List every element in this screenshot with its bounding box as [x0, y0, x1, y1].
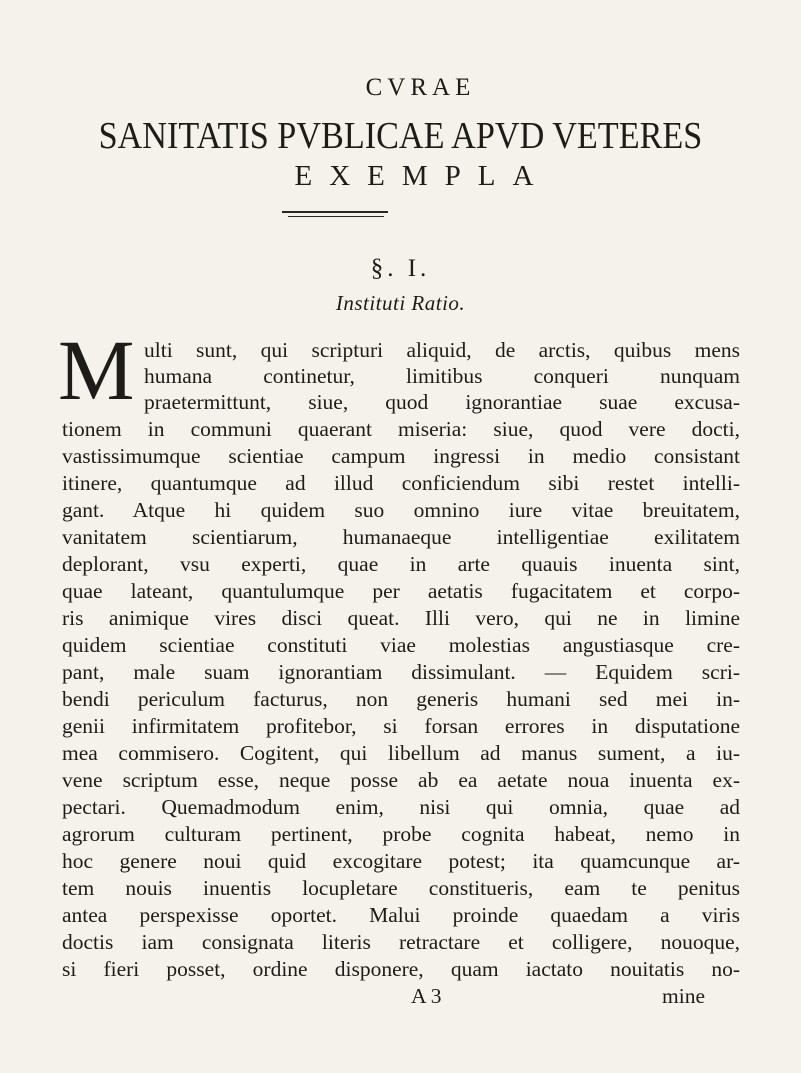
top-title: CVRAE	[365, 74, 476, 101]
drop-cap: M	[58, 322, 135, 418]
main-title: SANITATIS PVBLICAE APVD VETERES	[98, 115, 703, 157]
signature-mark: A 3	[411, 984, 442, 1008]
text-line: vene scriptum esse, neque posse ab ea aetate noua inuenta ex-	[62, 768, 740, 792]
text-line: hoc genere noui quid excogitare potest; ita quamcunque ar-	[62, 849, 740, 873]
text-line: quidem scientiae constituti viae molestias angustiasque cre-	[62, 633, 740, 657]
text-line: tem nouis inuentis locupletare constitueris, eam te penitus	[62, 876, 740, 900]
section-number: §. I.	[370, 255, 431, 282]
text-line: deplorant, vsu experti, quae in arte quauis inuenta sint,	[62, 552, 740, 576]
ornamental-rule-thin	[288, 216, 384, 217]
text-line: vastissimumque scientiae campum ingressi in medio consistant	[62, 444, 740, 468]
text-line: itinere, quantumque ad illud conficiendum sibi restet intelli-	[62, 471, 740, 495]
text-line: gant. Atque hi quidem suo omnino iure vitae breuitatem,	[62, 498, 740, 522]
text-line: tionem in communi quaerant miseria: siue, quod vere docti,	[62, 417, 740, 441]
sub-title: EXEMPLA	[294, 160, 551, 192]
section-heading: Instituti Ratio.	[335, 291, 466, 315]
text-line: mea commisero. Cogitent, qui libellum ad manus sument, a iu-	[62, 741, 740, 765]
ornamental-rule	[282, 211, 388, 213]
text-line: si fieri posset, ordine disponere, quam iactato nouitatis no-	[62, 957, 740, 981]
text-line: bendi periculum facturus, non generis humani sed mei in-	[62, 687, 740, 711]
text-line: ulti sunt, qui scripturi aliquid, de arctis, quibus mens	[144, 338, 740, 362]
text-line: genii infirmitatem profitebor, si forsan errores in disputatione	[62, 714, 740, 738]
text-line: pectari. Quemadmodum enim, nisi qui omnia, quae ad	[62, 795, 740, 819]
text-line: praetermittunt, siue, quod ignorantiae suae excusa-	[144, 390, 740, 414]
text-line: pant, male suam ignorantiam dissimulant. — Equidem scri-	[62, 660, 740, 684]
text-line: vanitatem scientiarum, humanaeque intelligentiae exilitatem	[62, 525, 740, 549]
text-line: ris animique vires disci queat. Illi vero, qui ne in limine	[62, 606, 740, 630]
text-line: antea perspexisse oportet. Malui proinde quaedam a viris	[62, 903, 740, 927]
text-line: agrorum culturam pertinent, probe cognita habeat, nemo in	[62, 822, 740, 846]
text-line: doctis iam consignata literis retractare et colligere, nouoque,	[62, 930, 740, 954]
catchword: mine	[662, 984, 705, 1008]
text-line: humana continetur, limitibus conqueri nunquam	[144, 364, 740, 388]
text-line: quae lateant, quantulumque per aetatis fugacitatem et corpo-	[62, 579, 740, 603]
